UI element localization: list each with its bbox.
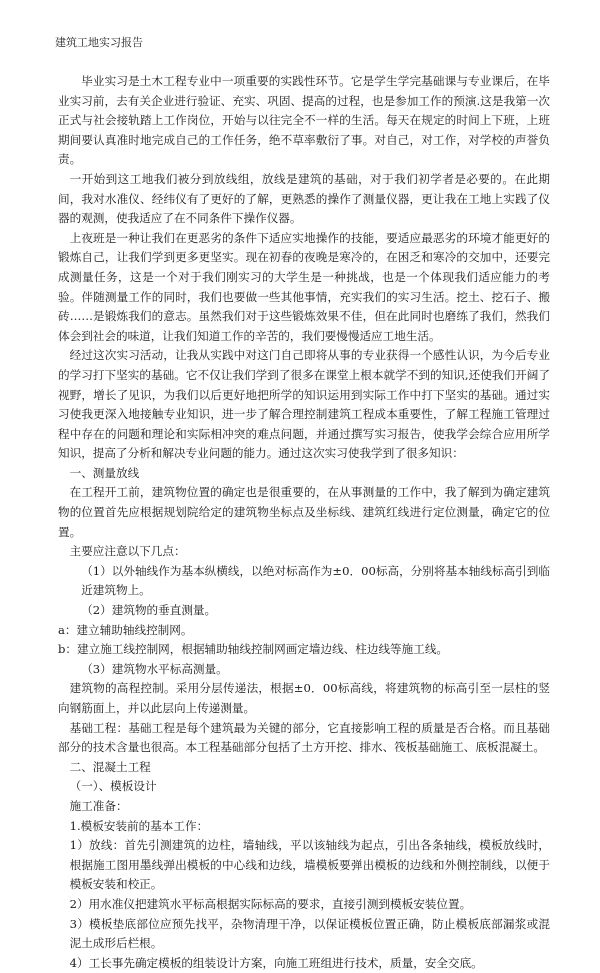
list-item-step-1: 1）放线：首先引测建筑的边柱，墙轴线，平以该轴线为起点，引出各条轴线，模板放线时，根据施工图用墨线弹出模板的中心线和边线，墙模板要弹出模板的边线和外侧控制线，以便于模板安装和校正。	[69, 838, 550, 892]
list-item-step-4: 4）工长事先确定模板的组装设计方案，向施工班组进行技术，质量，安全交底。	[69, 955, 483, 970]
subsection-heading-formwork: （一）、模板设计	[69, 779, 157, 794]
paragraph-setting-out-group: 一开始到这工地我们被分到放线组，放线是建筑的基础，对于我们初学者是必要的。在此期间，我对水准仪、经纬仪有了更好的了解，更熟悉的操作了测量仪器，更让我在工地上实践了仪器的观测，使我适应了在不同条件下操作仪器。	[58, 171, 550, 226]
section-heading-surveying: 一、测量放线	[69, 465, 140, 480]
list-item-step-3: 3）模板垫底部位应预先找平，杂物清理干净，以保证模板位置正确，防止模板底部漏浆或混泥土成形后栏根。	[69, 916, 550, 951]
paragraph-night-shift: 上夜班是一种让我们在更恶劣的条件下适应实地操作的技能，要适应最恶劣的环境才能更好的锻炼自己，让我们学到更多更坚实。现在初春的夜晚是寒冷的，在困乏和寒冷的交加中，还要完成测量任务，这是一个对于我们刚实习的大学生是一种挑战，也是一个体现我们适应能力的考验。伴随测量工作的同时，我们也要做一些其他事情，充实我们的实习生活。挖土、挖石子、搬砖……是锻炼我们的意志。虽然我们对于这些锻炼效果不佳，但在此同时也磨练了我们，然我们体会到社会的味道，让我们知道工作的辛苦的，我们要慢慢适应工地生活。	[58, 230, 550, 343]
section-heading-concrete: 二、混凝土工程	[69, 759, 151, 774]
list-item-3: （3）建筑物水平标高测量。	[81, 661, 228, 676]
paragraph-formwork-basics: 1.模板安装前的基本工作：	[69, 818, 209, 833]
document-title: 建筑工地实习报告	[55, 36, 143, 49]
paragraph-intro: 毕业实习是土木工程专业中一项重要的实践性环节。它是学生学完基础课与专业课后，在毕业实习前，去有关企业进行验证、充实、巩固、提高的过程，也是参加工作的预演.这是我第一次正式与社会接轨踏上工作岗位，开始与以往完全不一样的生活。每天在规定的时间上下班，上班期间要认真准时地完成自己的工作任务，绝不草率敷衍了事。对自己，对工作，对学校的声誉负责。	[58, 74, 550, 167]
paragraph-elevation-control: 建筑物的高程控制。采用分层传递法，根据±0．00标高线，将建筑物的标高引至一层柱的竖向钢筋面上，并以此层向上传递测量。	[58, 681, 550, 715]
paragraph-preparation: 施工准备：	[69, 798, 128, 813]
paragraph-internship-gains: 经过这次实习活动，让我从实践中对这门自己即将从事的专业获得一个感性认识，为今后专业的学习打下坚实的基础。它不仅让我们学到了很多在课堂上根本就学不到的知识,还使我们开阔了视野，增长了见识，为我们以后更好地把所学的知识运用到实际工作中打下坚实的基础。通过实习使我更深入地接触专业知识，进一步了解合理控制建筑工程成本重要性，了解工程施工管理过程中存在的问题和理论和实际相冲突的难点问题，并通过撰写实习报告，使我学会综合应用所学知识，提高了分析和解决专业问题的能力。通过这次实习使我学到了很多知识：	[58, 348, 550, 461]
paragraph-foundation-works: 基础工程：基础工程是每个建筑最为关键的部分，它直接影响工程的质量是否合格。而且基础部分的技术含量也很高。本工程基础部分包括了土方开挖、排水、筏板基础施工、底板混凝土。	[58, 720, 550, 755]
list-item-2b: b：建立施工线控制网，根据辅助轴线控制网画定墙边线、柱边线等施工线。	[58, 642, 449, 657]
list-item-2: （2）建筑物的垂直测量。	[81, 603, 217, 618]
list-item-1: （1）以外轴线作为基本纵横线，以绝对标高作为±0．00标高，分别将基本轴线标高引到临近建筑物上。	[81, 563, 550, 598]
paragraph-key-points: 主要应注意以下几点：	[69, 544, 186, 559]
list-item-step-2: 2）用水准仪把建筑水平标高根据实际标高的要求，直接引测到模板安装位置。	[69, 896, 472, 911]
paragraph-building-position: 在工程开工前，建筑物位置的确定也是很重要的，在从事测量的工作中，我了解到为确定建筑物的位置首先应根据规划院给定的建筑物坐标点及坐标线、建筑红线进行定位测量，确定它的位置。	[58, 485, 550, 539]
list-item-2a: a：建立辅助轴线控制网。	[58, 622, 193, 637]
